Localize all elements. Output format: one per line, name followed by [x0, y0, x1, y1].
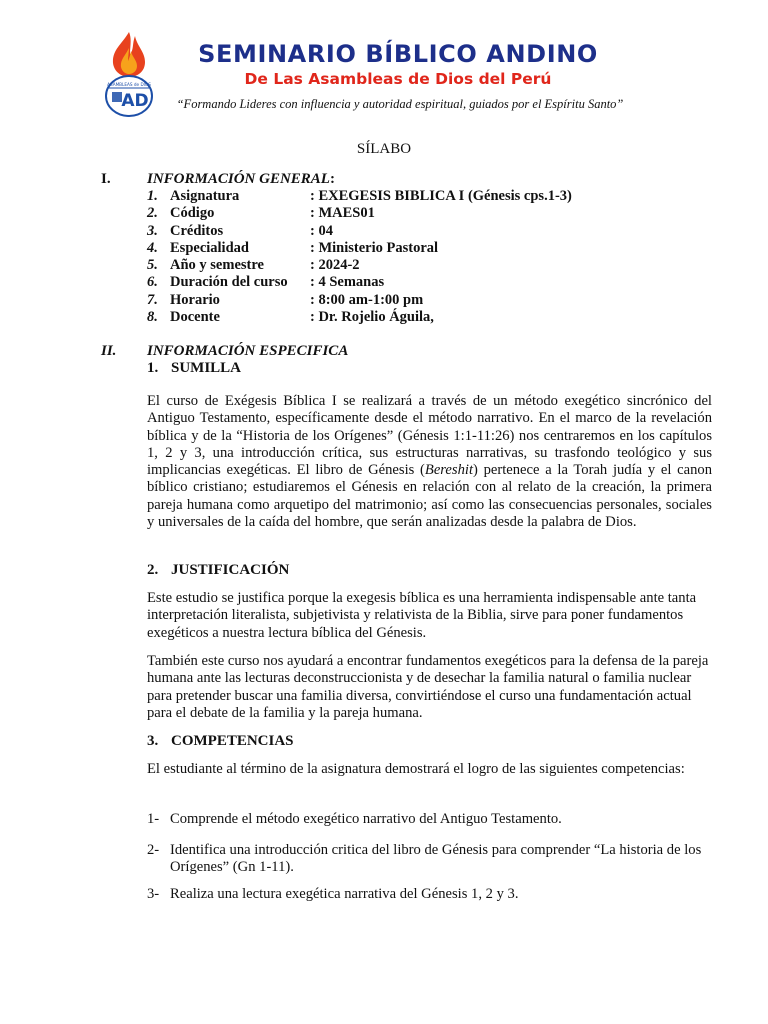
competencias-intro: El estudiante al término de la asignatura demostrará el logro de las siguientes competencias:	[147, 761, 685, 777]
svg-text:ASAMBLEAS de DIOS: ASAMBLEAS de DIOS	[107, 82, 151, 87]
section-number-1: I.	[101, 171, 111, 187]
seminary-title: SEMINARIO BÍBLICO ANDINO	[198, 40, 598, 68]
info-row: 8. Docente : Dr. Rojelio Águila,	[147, 309, 434, 326]
info-row: 6. Duración del curso : 4 Semanas	[147, 274, 385, 291]
section-title-text: INFORMACIÓN GENERAL	[147, 171, 330, 187]
info-row: 5. Año y semestre : 2024-2	[147, 257, 360, 274]
justificacion-paragraph-2: También este curso nos ayudará a encontrar fundamentos exegéticos para la defensa de la pareja humana ante las lecturas deconstruccionista y de desechar la familia natural o familia nuclear para pretender buscar una familia diversa, convirtiéndose el curso una fundamentación actual para el debate de la familia y la pareja humana.	[147, 653, 709, 721]
document-page: ASAMBLEAS de DIOS AD SEMINARIO BÍBLICO ANDINO De Las Asambleas de Dios del Perú “Formando Lideres con influencia y autoridad espiritual, guiados por el Espíritu Santo” SÍLABO I. INFORMACIÓN GENERAL: 1. Asignatura : EXEGESIS BIBLICA I (Génesis cps.1-3) 2. Código : MAES01 3. Créditos : 04 4. Especialidad : Ministerio Pastoral 5. Año y semestre : 2024-2 6. Duración del curso : 4 Semanas 7. Horario : 8:00 am-1:00 pm 8. Docente : Dr. Rojelio Águila, II. INFORMACIÓN ESPECIFICA 1. SUMILLA El curso de Exégesis Bíblica I se realizará a través de un método exegético sincrónico del Antiguo Testamento, específicamente desde el método narrativo. En el marco de la revelación bíblica y de la “Historia de los Orígenes” (Génesis 1:1-11:26) nos centraremos en los capítulos 1, 2 y 3, una introducción crítica, sus estructuras narrativas, su trasfondo teológico y sus implicancias exegéticas. El libro de Génesis (Bereshit) pertenece a la Torah judía y el canon bíblico cristiano; estudiaremos el Génesis en relación con al relato de la creación, la primera pareja humana como arquetipo del matrimonio; así como las consecuencias personales, sociales y universales de la caída del hombre, que serán analizadas desde la palabra de Dios. 2. JUSTIFICACIÓN Este estudio se justifica porque la exegesis bíblica es una herramienta indispensable ante tanta interpretación literalista, subjetivista y relativista de la Biblia, sirve para poner fundamentos exegéticos a nuestra lectura bíblica del Génesis. También este curso nos ayudará a encontrar fundamentos exegéticos para la defensa de la pareja humana ante las lecturas deconstruccionista y de desechar la familia natural o familia nuclear para pretender buscar una familia diversa, convirtiéndose el curso una fundamentación actual para el debate de la familia y la pareja humana. 3. COMPETENCIAS El estudiante al término de la asignatura demostrará el logro de las siguientes competencias: 1- Comprende el método exegético narrativo del Antiguo Testamento. 2- Identifica una introducción critica del libro de Génesis para comprender “La historia de los Orígenes” (Gn 1-11). 3- Realiza una lectura exegética narrativa del Génesis 1, 2 y 3.	[0, 0, 768, 1024]
competencias-heading: 3. COMPETENCIAS	[147, 733, 294, 749]
info-row: 3. Créditos : 04	[147, 222, 333, 239]
general-info-list	[147, 188, 747, 326]
svg-text:AD: AD	[121, 91, 149, 111]
info-row: 1. Asignatura : EXEGESIS BIBLICA I (Génesis cps.1-3)	[147, 188, 572, 204]
justificacion-paragraph-1: Este estudio se justifica porque la exegesis bíblica es una herramienta indispensable ante tanta interpretación literalista, subjetivista y relativista de la Biblia, sirve para poner fundamentos exegéticos a nuestra lectura bíblica del Génesis.	[147, 590, 697, 641]
info-row: 4. Especialidad : Ministerio Pastoral	[147, 239, 439, 256]
sumilla-heading: 1. SUMILLA	[147, 360, 242, 376]
info-row: 7. Horario : 8:00 am-1:00 pm	[147, 291, 424, 308]
seminary-motto: “Formando Lideres con influencia y autoridad espiritual, guiados por el Espíritu Santo”	[176, 97, 624, 111]
section-title-general	[147, 171, 335, 188]
section-title-colon: :	[329, 171, 335, 187]
section-number-2: II.	[101, 343, 117, 359]
seminary-logo-icon	[104, 30, 154, 118]
justificacion-heading: 2. JUSTIFICACIÓN	[147, 562, 290, 578]
document-title: SÍLABO	[356, 141, 412, 157]
sumilla-paragraph: El curso de Exégesis Bíblica I se realizará a través de un método exegético sincrónico del Antiguo Testamento, específicamente desde el método narrativo. En el marco de la revelación bíblica y de la “Historia de los Orígenes” (Génesis 1:1-11:26) nos centraremos en los capítulos 1, 2 y 3, una introducción crítica, sus estructuras narrativas, su trasfondo teológico y sus implicancias exegéticas. El libro de Génesis (Bereshit) pertenece a la Torah judía y el canon bíblico cristiano; estudiaremos el Génesis en relación con al relato de la creación, la primera pareja humana como arquetipo del matrimonio; así como las consecuencias personales, sociales y universales de la caída del hombre, que serán analizadas desde la palabra de Dios.	[147, 393, 712, 531]
section-title-specific: INFORMACIÓN ESPECIFICA	[147, 343, 349, 359]
info-row: 2. Código : MAES01	[147, 205, 375, 222]
seminary-subtitle: De Las Asambleas de Dios del Perú	[244, 70, 552, 88]
